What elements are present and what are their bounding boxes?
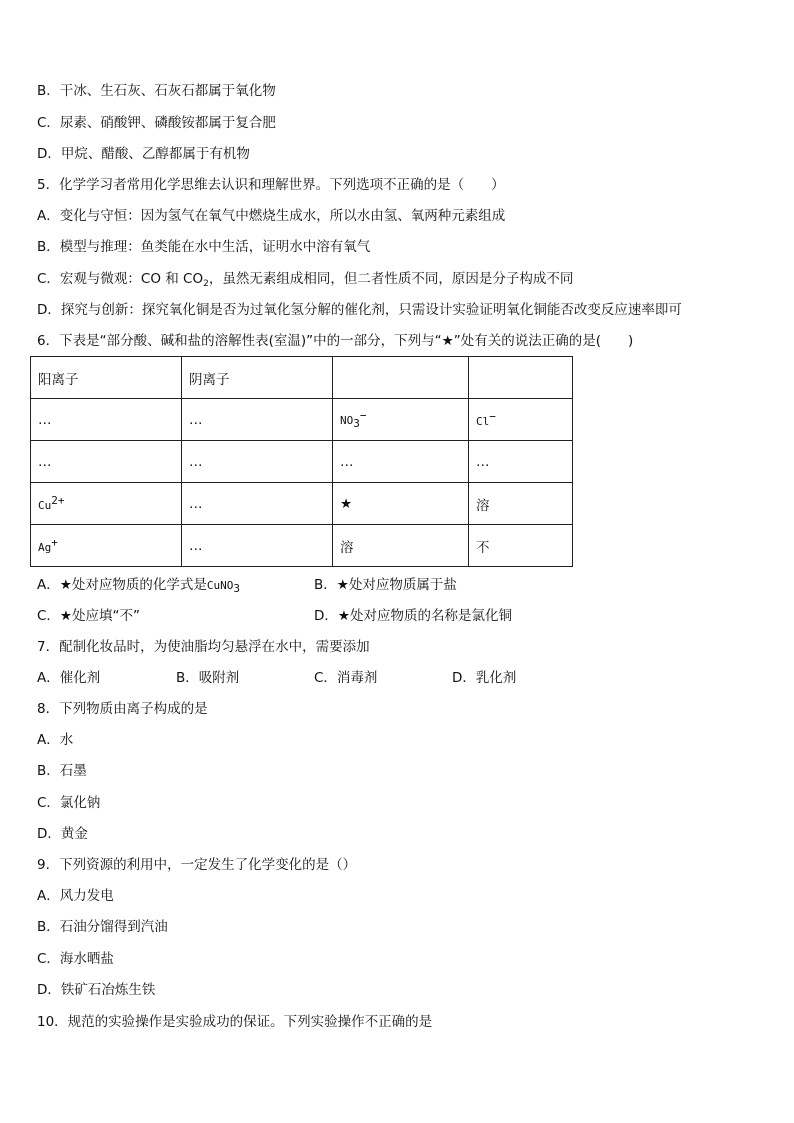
q8-option-c: C．氯化钠 (37, 795, 101, 811)
table-cell-star: ★ (333, 483, 469, 525)
q8-option-a: A．水 (37, 732, 74, 748)
q7-option-d: D．乳化剂 (452, 670, 517, 686)
q5-option-c (37, 270, 573, 293)
table-row (31, 399, 573, 441)
q8-stem: 8．下列物质由离子构成的是 (37, 701, 208, 717)
q5-option-b: B．模型与推理：鱼类能在水中生活，证明水中溶有氧气 (37, 239, 371, 255)
q9-option-c: C．海水晒盐 (37, 951, 114, 967)
q6-option-b: B．★处对应物质属于盐 (314, 577, 457, 593)
q5-option-c-post: ，虽然无素组成相同，但二者性质不同，原因是分子构成不同 (208, 271, 574, 287)
table-cell-chloride: Cl− (469, 399, 573, 441)
table-row (31, 525, 573, 567)
table-row (31, 483, 573, 525)
q7-option-c: C．消毒剂 (314, 670, 378, 686)
q9-option-d: D．铁矿石冶炼生铁 (37, 982, 156, 998)
q5-option-c-subscript: 2 (203, 279, 209, 289)
table-cell: … (182, 483, 333, 525)
header-cation: 阳离子 (31, 357, 182, 399)
q4-option-c: C．尿素、硝酸钾、磷酸铵都属于复合肥 (37, 115, 276, 131)
header-empty-2 (469, 357, 573, 399)
q5-option-c-pre: C．宏观与微观：CO 和 CO (37, 271, 204, 287)
q5-stem: 5．化学学习者常用化学思维去认识和理解世界。下列选项不正确的是（ ） (37, 177, 505, 193)
table-cell-silver: Ag+ (31, 525, 182, 567)
table-header-row (31, 357, 573, 399)
table-cell: 不 (469, 525, 573, 567)
table-cell: … (182, 399, 333, 441)
q8-option-b: B．石墨 (37, 763, 87, 779)
table-cell: … (333, 441, 469, 483)
q6-stem: 6．下表是“部分酸、碱和盐的溶解性表(室温)”中的一部分，下列与“★”处有关的说法正确的是( ) (37, 333, 634, 349)
table-cell-nitrate: $NO_3^-$ (333, 399, 469, 441)
q7-stem: 7．配制化妆品时，为使油脂均匀悬浮在水中，需要添加 (37, 639, 370, 655)
q6-option-a: A．★处对应物质的化学式是CuNO$_3$ (37, 577, 240, 595)
header-anion: 阴离子 (182, 357, 333, 399)
q7-option-a: A．催化剂 (37, 670, 101, 686)
q5-option-a: A．变化与守恒：因为氢气在氧气中燃烧生成水，所以水由氢、氧两种元素组成 (37, 208, 506, 224)
table-cell: … (182, 441, 333, 483)
q9-option-a: A．风力发电 (37, 888, 114, 904)
q10-stem: 10．规范的实验操作是实验成功的保证。下列实验操作不正确的是 (37, 1014, 433, 1030)
header-empty-1 (333, 357, 469, 399)
table-cell: 溶 (469, 483, 573, 525)
table-cell: … (469, 441, 573, 483)
q8-option-d: D．黄金 (37, 826, 88, 842)
table-cell: 溶 (333, 525, 469, 567)
table-cell: … (31, 441, 182, 483)
table-cell: … (182, 525, 333, 567)
table-cell-copper: $Cu^{2+}$ (31, 483, 182, 525)
q9-stem: 9．下列资源的利用中，一定发生了化学变化的是（） (37, 857, 357, 873)
table-cell: … (31, 399, 182, 441)
q5-option-d: D．探究与创新：探究氧化铜是否为过氧化氢分解的催化剂，只需设计实验证明氧化铜能否改变反应速率即可 (37, 302, 682, 318)
q6-option-c: C．★处应填“不” (37, 608, 141, 624)
q4-option-d: D．甲烷、醋酸、乙醇都属于有机物 (37, 146, 250, 162)
solubility-table (30, 356, 573, 567)
q6-option-d: D．★处对应物质的名称是氯化铜 (314, 608, 512, 624)
q7-option-b: B．吸附剂 (176, 670, 240, 686)
table-row (31, 441, 573, 483)
q4-option-b: B．干冰、生石灰、石灰石都属于氧化物 (37, 83, 276, 99)
q9-option-b: B．石油分馏得到汽油 (37, 919, 168, 935)
